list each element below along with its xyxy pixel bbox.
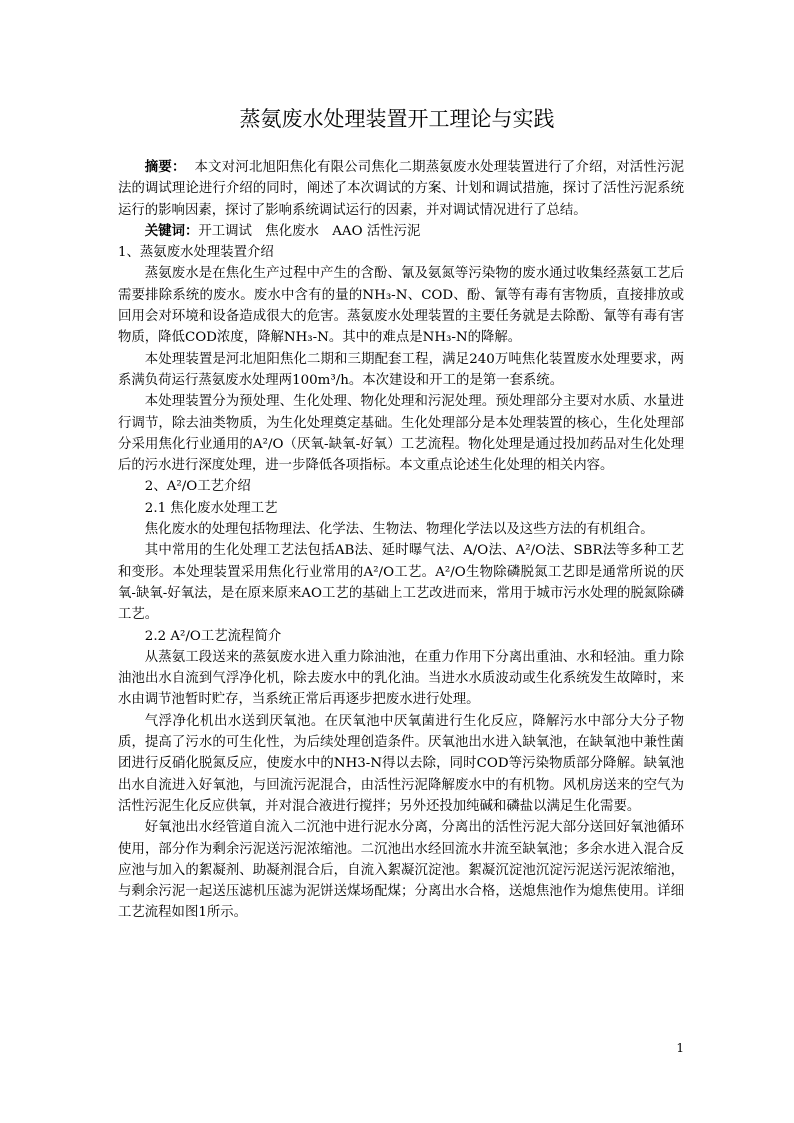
section-2-1-paragraph-2: 其中常用的生化处理工艺法包括AB法、延时曝气法、A/O法、A²/O法、SBR法等多种工艺和变形。本处理装置采用焦化行业常用的A²/O工艺。A²/O生物除磷脱氮工艺即是通常所说的厌氧-缺氧-好氧法，是在原来原来AO工艺的基础上工艺改进而来，常用于城市污水处理的脱氮除磷工艺。 — [118, 543, 684, 623]
section-2-2-paragraph-3: 好氧池出水经管道自流入二沉池中进行泥水分离，分离出的活性污泥大部分送回好氧池循环使用，部分作为剩余污泥送污泥浓缩池。二沉池出水经回流水井流至缺氧池；多余水进入混合反应池与加入的絮凝剂、助凝剂混合后，自流入絮凝沉淀池。絮凝沉淀池沉淀污泥送污泥浓缩池，与剩余污泥一起送压滤机压滤为泥饼送煤场配煤；分离出水合格，送熄焦池作为熄焦使用。详细工艺流程如图1所示。 — [118, 820, 684, 921]
section-2-2-paragraph-2: 气浮净化机出水送到厌氧池。在厌氧池中厌氧菌进行生化反应，降解污水中部分大分子物质，提高了污水的可生化性，为后续处理创造条件。厌氧池出水进入缺氧池，在缺氧池中兼性菌团进行反硝化脱氮反应，使废水中的NH3-N得以去除，同时COD等污染物质部分降解。缺氧池出水自流进入好氧池，与回流污泥混合，由活性污泥降解废水中的有机物。风机房送来的空气为活性污泥生化反应供氧，并对混合液进行搅拌；另外还投加纯碱和磷盐以满足生化需要。 — [118, 713, 684, 814]
page-number: 1 — [676, 1041, 684, 1055]
keywords-paragraph — [118, 221, 684, 242]
abstract-paragraph — [118, 157, 684, 221]
section-2-1-heading: 2.1 焦化废水处理工艺 — [144, 500, 278, 516]
section-1-heading: 1、蒸氨废水处理装置介绍 — [118, 245, 274, 261]
abstract-text: 本文对河北旭阳焦化有限公司焦化二期蒸氨废水处理装置进行了介绍，对活性污泥法的调试理论进行介绍的同时，阐述了本次调试的方案、计划和调试措施，探讨了活性污泥系统运行的影响因素，探讨了影响系统调试运行的因素，并对调试情况进行了总结。 — [118, 160, 685, 218]
section-2-2-heading: 2.2 A²/O工艺流程简介 — [144, 628, 282, 644]
section-1-paragraph-1: 蒸氨废水是在焦化生产过程中产生的含酚、氰及氨氮等污染物的废水通过收集经蒸氨工艺后需要排除系统的废水。废水中含有的量的NH₃-N、COD、酚、氰等有毒有害物质，直接排放或回用会对环境和设备造成很大的危害。蒸氨废水处理装置的主要任务就是去除酚、氰等有毒有害物质，降低COD浓度，降解NH₃-N。其中的难点是NH₃-N的降解。 — [118, 266, 684, 346]
section-1-paragraph-2: 本处理装置是河北旭阳焦化二期和三期配套工程，满足240万吨焦化装置废水处理要求，两系满负荷运行蒸氨废水处理两100m³/h。本次建设和开工的是第一套系统。 — [118, 351, 684, 388]
section-2-2-paragraph-1: 从蒸氨工段送来的蒸氨废水进入重力除油池，在重力作用下分离出重油、水和轻油。重力除油池出水自流到气浮净化机，除去废水中的乳化油。当进水水质波动或生化系统发生故障时，来水由调节池暂时贮存，当系统正常后再逐步把废水进行处理。 — [118, 649, 684, 708]
document-body — [118, 157, 684, 924]
page-title: 蒸氨废水处理装置开工理论与实践 — [239, 107, 555, 131]
keywords-text: 开工调试 焦化废水 AAO 活性污泥 — [198, 223, 421, 239]
abstract-label: 摘要： — [144, 159, 186, 175]
section-2-1-paragraph-1: 焦化废水的处理包括物理法、化学法、生物法、物理化学法以及这些方法的有机组合。 — [144, 522, 654, 538]
section-1-paragraph-3: 本处理装置分为预处理、生化处理、物化处理和污泥处理。预处理部分主要对水质、水量进行调节，除去油类物质，为生化处理奠定基础。生化处理部分是本处理装置的核心，生化处理部分采用焦化行业通用的A²/O（厌氧-缺氧-好氧）工艺流程。物化处理是通过投加药品对生化处理后的污水进行深度处理，进一步降低各项指标。本文重点论述生化处理的相关内容。 — [118, 394, 684, 474]
section-2-heading: 2、A²/O工艺介绍 — [144, 479, 251, 495]
keywords-label: 关键词： — [144, 222, 199, 239]
